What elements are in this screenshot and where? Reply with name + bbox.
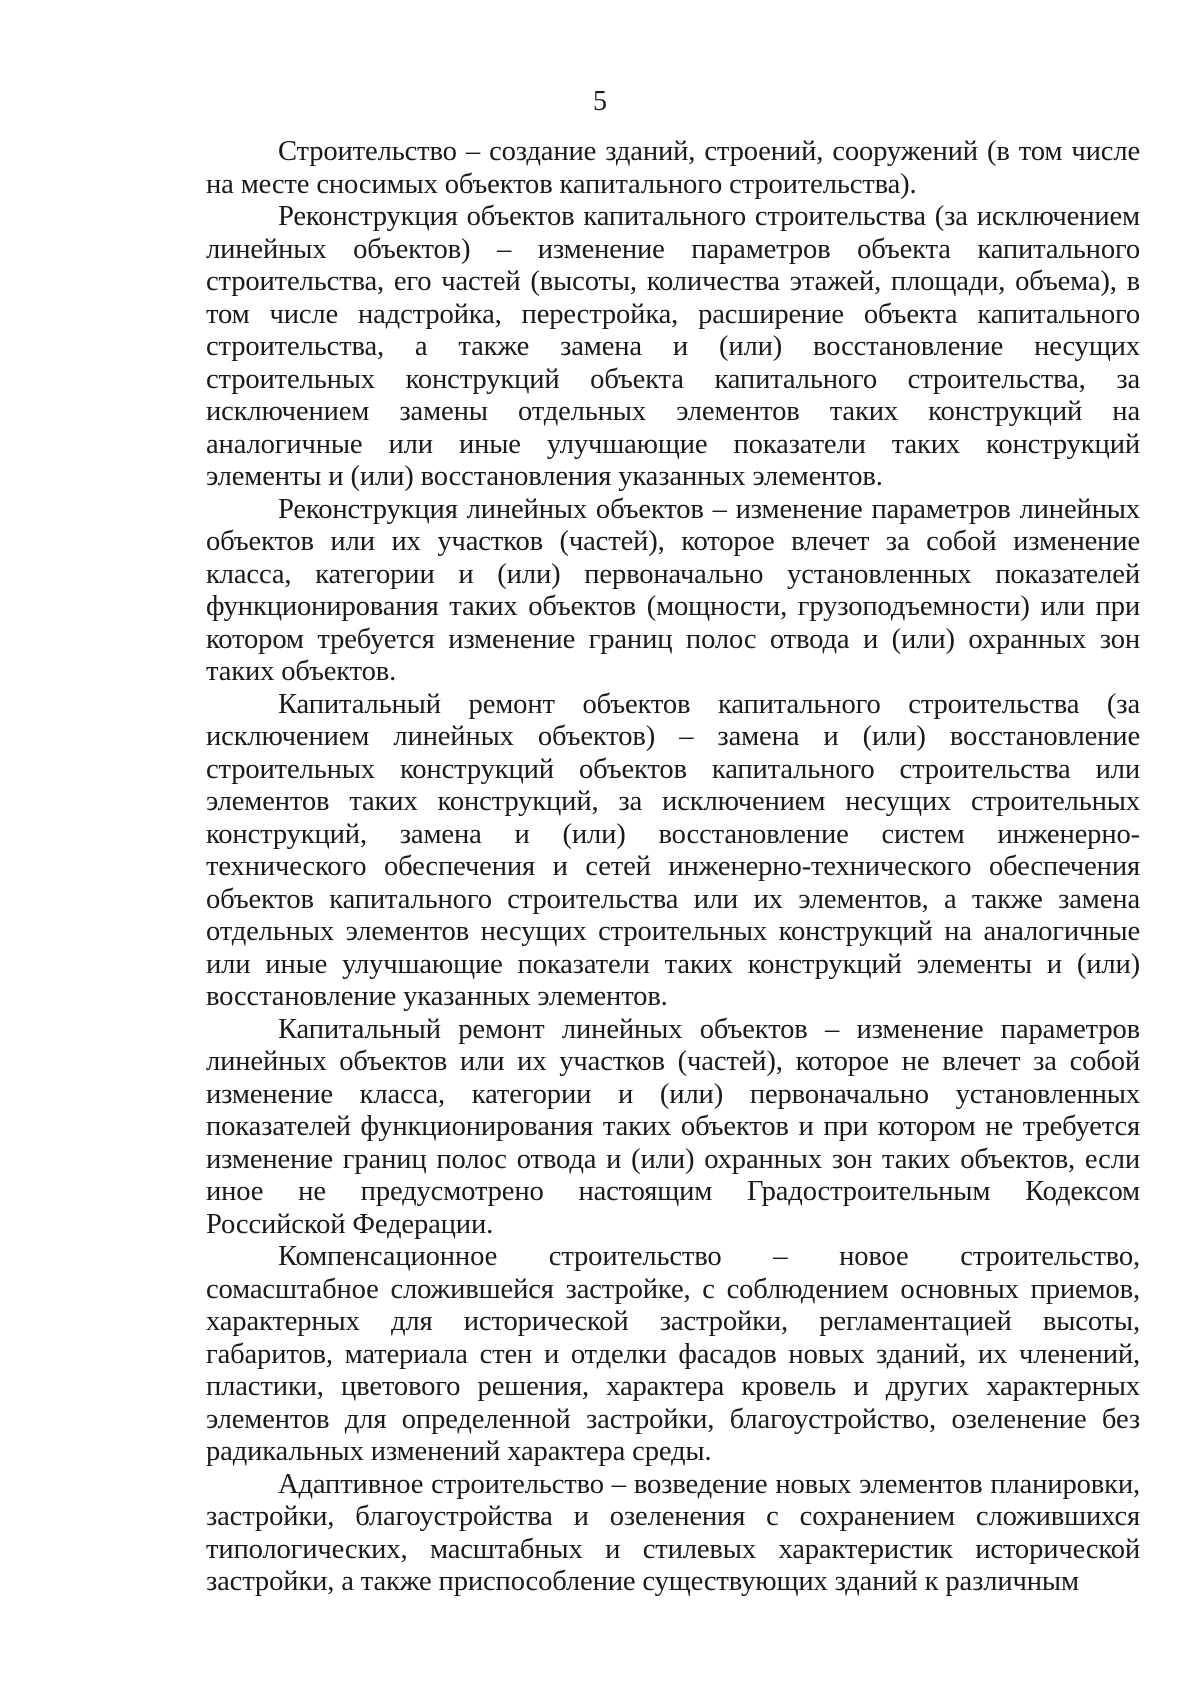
body-text [206,136,1140,1599]
paragraph-adaptive-construction: Адаптивное строительство – возведение новых элементов планировки, застройки, благоустройства и озеленения с сохранением сложившихся типологических, масштабных и стилевых характеристик исторической застройки, а также приспособление существующих зданий к различным [206,1468,1140,1597]
paragraph-capital-repair-linear: Капитальный ремонт линейных объектов – изменение параметров линейных объектов или их участков (частей), которое не влечет за собой изменение класса, категории и (или) первоначально установленных показателей функционирования таких объектов и при котором не требуется изменение границ полос отвода и (или) охранных зон таких объектов, если иное не предусмотрено настоящим Градостроительным Кодексом Российской Федерации. [206,1013,1140,1240]
paragraph-reconstruction-linear: Реконструкция линейных объектов – изменение параметров линейных объектов или их участков (частей), которое влечет за собой изменение класса, категории и (или) первоначально установленных показателей функционирования таких объектов (мощности, грузоподъемности) или при котором требуется изменение границ полос отвода и (или) охранных зон таких объектов. [206,493,1140,687]
paragraph-compensatory-construction: Компенсационное строительство – новое строительство, сомасштабное сложившейся застройке, с соблюдением основных приемов, характерных для исторической застройки, регламентацией высоты, габаритов, материала стен и отделки фасадов новых зданий, их членений, пластики, цветового решения, характера кровель и других характерных элементов для определенной застройки, благоустройство, озеленение без радикальных изменений характера среды. [206,1241,1140,1467]
paragraph-construction: Строительство – создание зданий, строений, сооружений (в том числе на месте сносимых объектов капитального строительства). [206,136,1140,200]
page-number: 5 [593,86,607,117]
paragraph-reconstruction-capital: Реконструкция объектов капитального строительства (за исключением линейных объектов) – изменение параметров объекта капитального строительства, его частей (высоты, количества этажей, площади, объема), в том числе надстройка, перестройка, расширение объекта капитального строительства, а также замена и (или) восстановление несущих строительных конструкций объекта капитального строительства, за исключением замены отдельных элементов таких конструкций на аналогичные или иные улучшающие показатели таких конструкций элементы и (или) восстановления указанных элементов. [206,201,1140,492]
paragraph-capital-repair: Капитальный ремонт объектов капитального строительства (за исключением линейных объектов) – замена и (или) восстановление строительных конструкций объектов капитального строительства или элементов таких конструкций, за исключением несущих строительных конструкций, замена и (или) восстановление систем инженерно-технического обеспечения и сетей инженерно-технического обеспечения объектов капитального строительства или их элементов, а также замена отдельных элементов несущих строительных конструкций на аналогичные или иные улучшающие показатели таких конструкций элементы и (или) восстановление указанных элементов. [206,688,1140,1012]
